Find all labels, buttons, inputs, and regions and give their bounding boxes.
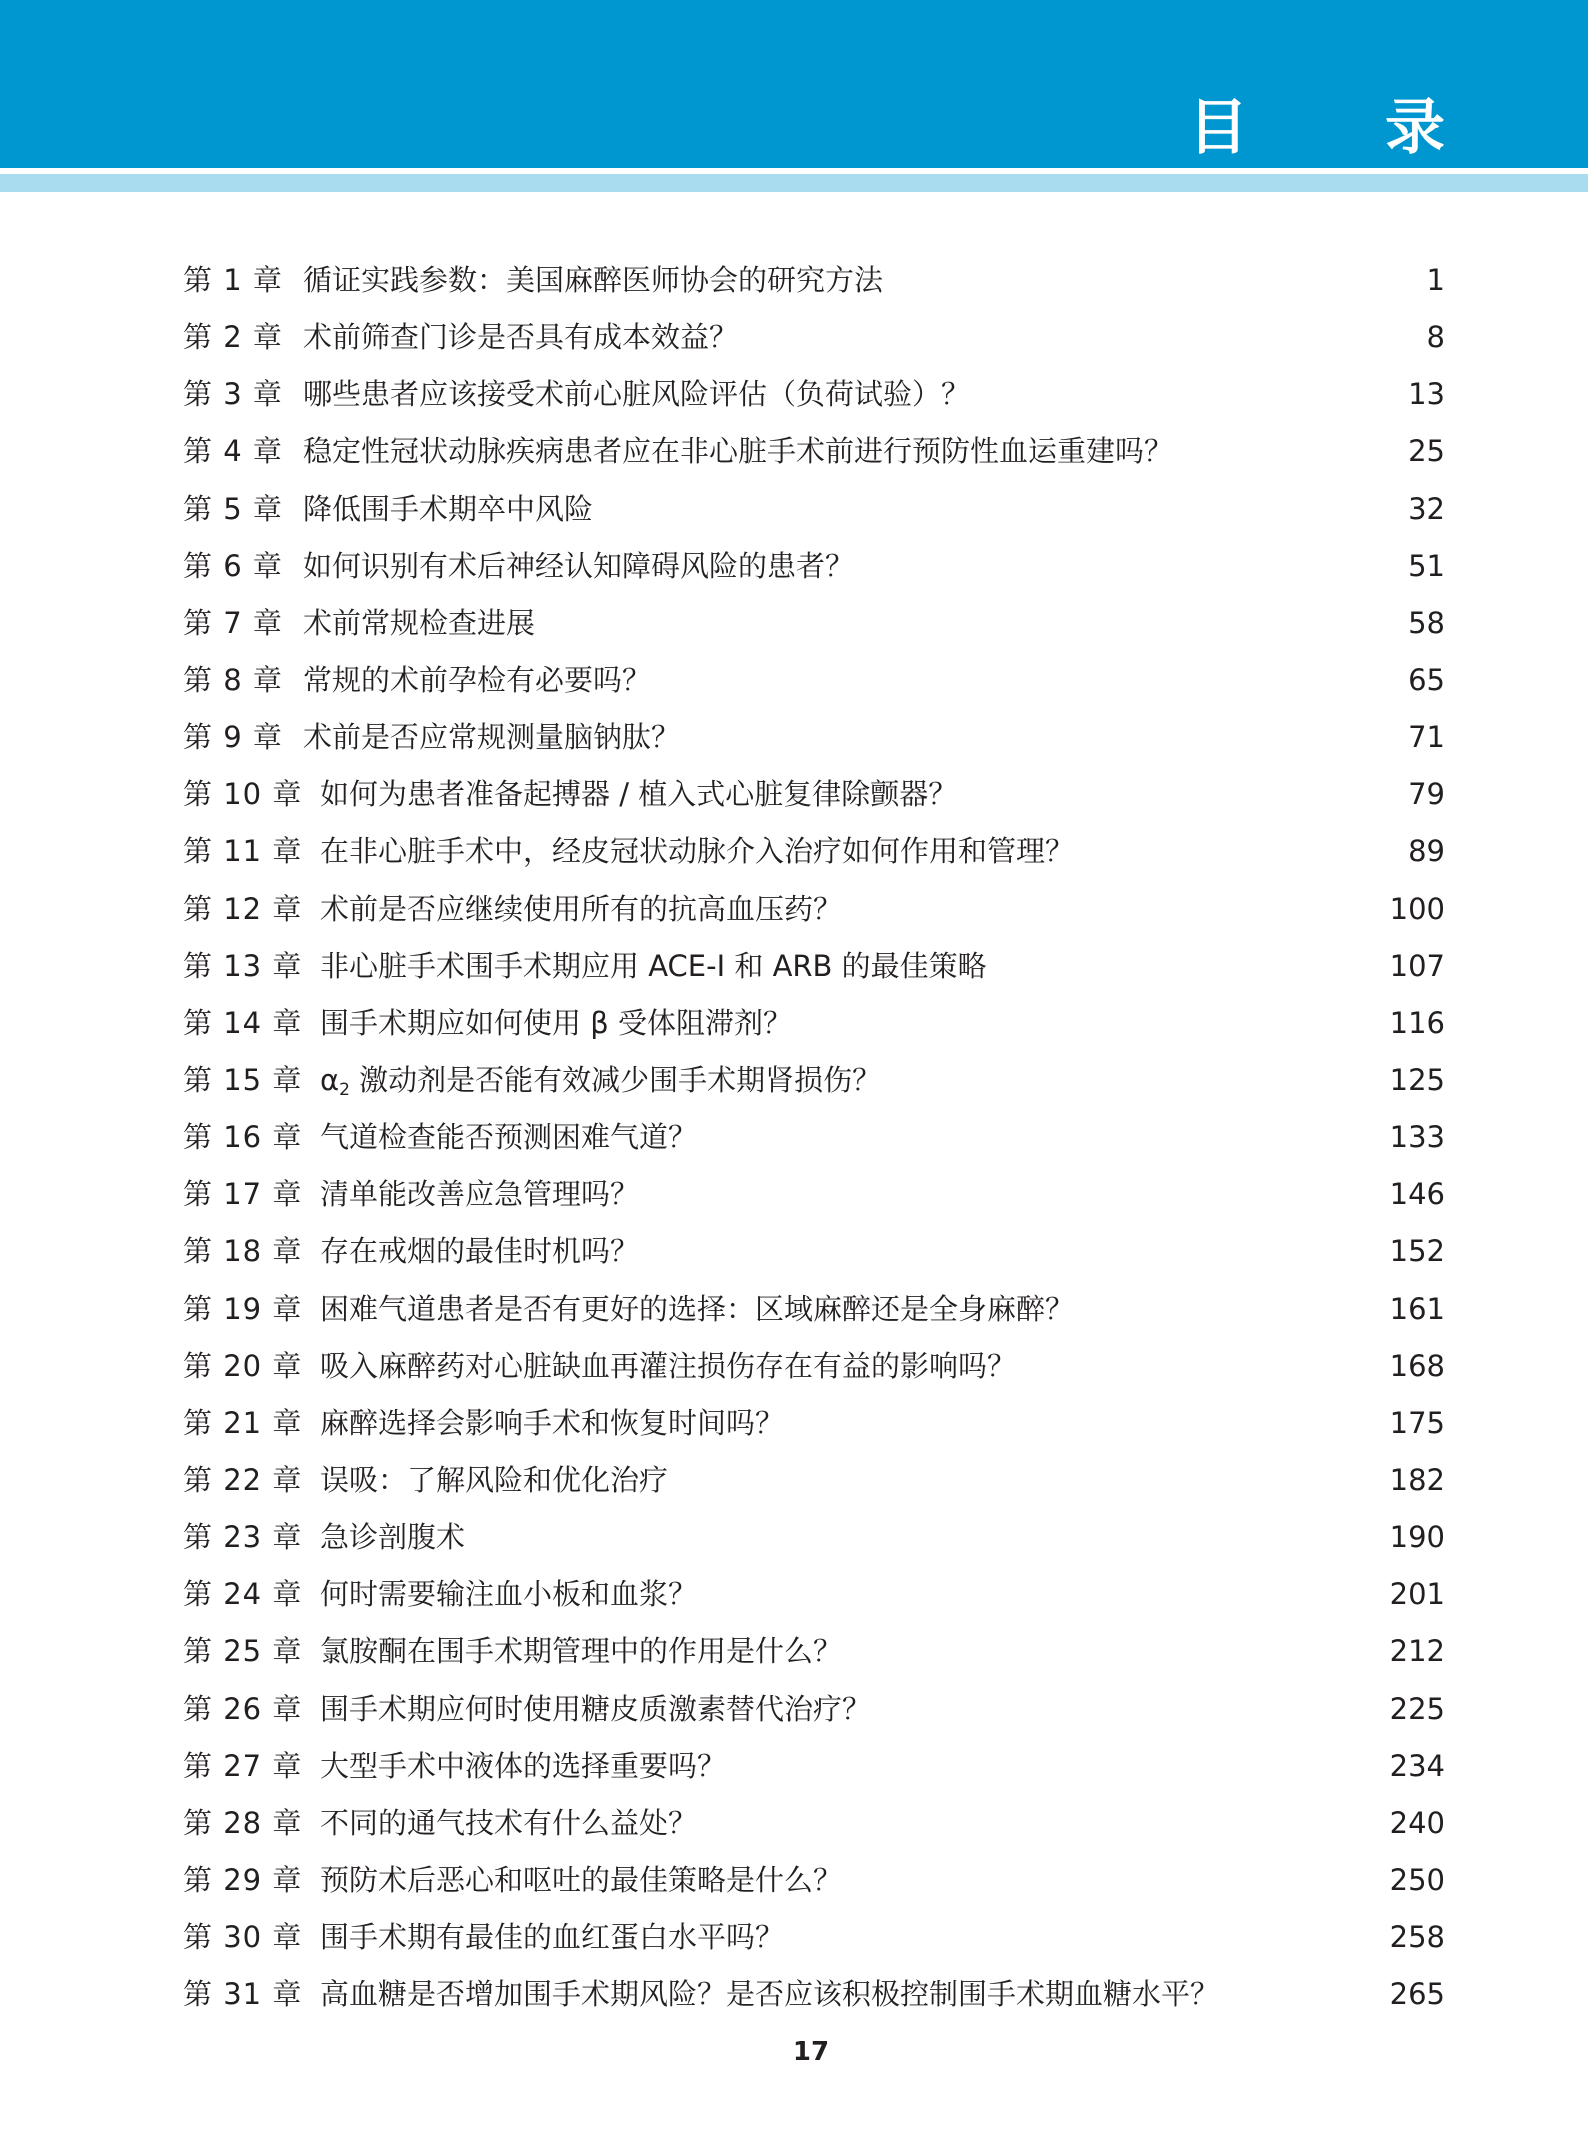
toc-chapter-label: 第 31 章 bbox=[183, 1977, 303, 2012]
toc-page-number: 168 bbox=[1389, 1348, 1445, 1383]
toc-page-number: 225 bbox=[1389, 1691, 1445, 1726]
toc-entry[interactable] bbox=[183, 1509, 1445, 1566]
toc-entry[interactable] bbox=[183, 1909, 1445, 1966]
toc-page-number: 234 bbox=[1389, 1748, 1445, 1783]
toc-entry[interactable] bbox=[183, 366, 1445, 423]
toc-entry[interactable] bbox=[183, 1338, 1445, 1395]
toc-page-number: 182 bbox=[1389, 1462, 1445, 1497]
toc-page-number: 161 bbox=[1389, 1291, 1445, 1326]
toc-chapter-title: 非心脏手术围手术期应用 ACE-I 和 ARB 的最佳策略 bbox=[320, 948, 987, 983]
toc-entry[interactable] bbox=[183, 1109, 1445, 1166]
toc-chapter-label: 第 27 章 bbox=[183, 1748, 303, 1783]
toc-chapter-title: 存在戒烟的最佳时机吗？ bbox=[320, 1234, 640, 1269]
toc-page-number: 250 bbox=[1389, 1862, 1445, 1897]
toc-page-number: 100 bbox=[1389, 891, 1445, 926]
toc-chapter-label: 第 24 章 bbox=[183, 1577, 303, 1612]
toc-chapter-label: 第 30 章 bbox=[183, 1920, 303, 1955]
toc-entry[interactable] bbox=[183, 1223, 1445, 1280]
toc-entry[interactable] bbox=[183, 709, 1445, 766]
toc-page-number: 65 bbox=[1408, 662, 1445, 697]
page-title: 目 录 bbox=[1188, 93, 1503, 163]
toc-entry[interactable] bbox=[183, 1738, 1445, 1795]
toc-page-number: 25 bbox=[1408, 434, 1445, 469]
toc-entry[interactable] bbox=[183, 1966, 1445, 2023]
toc-chapter-title: 大型手术中液体的选择重要吗？ bbox=[320, 1748, 727, 1783]
toc-page-number: 13 bbox=[1408, 377, 1445, 412]
toc-entry[interactable] bbox=[183, 252, 1445, 309]
toc-chapter-title bbox=[320, 1052, 881, 1109]
toc-entry[interactable] bbox=[183, 1795, 1445, 1852]
toc-chapter-label: 第 14 章 bbox=[183, 1005, 303, 1040]
toc-chapter-label: 第 3 章 bbox=[183, 377, 283, 412]
toc-page-number: 51 bbox=[1408, 548, 1445, 583]
toc-chapter-title: 围手术期应何时使用糖皮质激素替代治疗？ bbox=[320, 1691, 872, 1726]
toc-chapter-label: 第 25 章 bbox=[183, 1634, 303, 1669]
toc-page-number: 107 bbox=[1389, 948, 1445, 983]
toc-chapter-title: 氯胺酮在围手术期管理中的作用是什么？ bbox=[320, 1634, 843, 1669]
toc-entry[interactable] bbox=[183, 1452, 1445, 1509]
toc-title-subscript: 2 bbox=[339, 1079, 350, 1100]
toc-chapter-title: 高血糖是否增加围手术期风险？是否应该积极控制围手术期血糖水平？ bbox=[320, 1977, 1220, 2012]
toc-chapter-title: 清单能改善应急管理吗？ bbox=[320, 1177, 640, 1212]
toc-entry[interactable] bbox=[183, 481, 1445, 538]
toc-chapter-title: 如何识别有术后神经认知障碍风险的患者？ bbox=[303, 548, 855, 583]
toc-entry[interactable] bbox=[183, 309, 1445, 366]
toc-entry[interactable] bbox=[183, 766, 1445, 823]
toc-entry[interactable] bbox=[183, 1395, 1445, 1452]
toc-chapter-title: 困难气道患者是否有更好的选择：区域麻醉还是全身麻醉？ bbox=[320, 1291, 1075, 1326]
toc-entry[interactable] bbox=[183, 1052, 1445, 1109]
toc-chapter-label: 第 16 章 bbox=[183, 1120, 303, 1155]
toc-page-number: 265 bbox=[1389, 1977, 1445, 2012]
toc-chapter-title: 术前是否应常规测量脑钠肽？ bbox=[303, 720, 681, 755]
toc-chapter-label: 第 7 章 bbox=[183, 605, 283, 640]
toc-title-symbol: α bbox=[320, 1062, 340, 1097]
toc-chapter-title: 术前常规检查进展 bbox=[303, 605, 536, 640]
toc-entry[interactable] bbox=[183, 881, 1445, 938]
toc-chapter-title: 何时需要输注血小板和血浆？ bbox=[320, 1577, 698, 1612]
toc-chapter-title: 如何为患者准备起搏器 / 植入式心脏复律除颤器？ bbox=[320, 777, 958, 812]
toc-chapter-title: 术前筛查门诊是否具有成本效益？ bbox=[303, 320, 739, 355]
toc-chapter-label: 第 18 章 bbox=[183, 1234, 303, 1269]
toc-entry[interactable] bbox=[183, 595, 1445, 652]
toc-chapter-label: 第 23 章 bbox=[183, 1520, 303, 1555]
toc-chapter-title: 围手术期有最佳的血红蛋白水平吗？ bbox=[320, 1920, 785, 1955]
toc-chapter-label: 第 1 章 bbox=[183, 263, 283, 297]
toc-chapter-title: 循证实践参数：美国麻醉医师协会的研究方法 bbox=[303, 263, 884, 297]
toc-page-number: 79 bbox=[1408, 777, 1445, 812]
toc-page-number: 190 bbox=[1389, 1520, 1445, 1555]
toc-chapter-label: 第 12 章 bbox=[183, 891, 303, 926]
toc-chapter-label: 第 10 章 bbox=[183, 777, 303, 812]
toc-entry[interactable] bbox=[183, 1281, 1445, 1338]
toc-entry[interactable] bbox=[183, 823, 1445, 880]
toc-chapter-label: 第 2 章 bbox=[183, 320, 283, 355]
toc-chapter-title: 气道检查能否预测困难气道？ bbox=[320, 1120, 698, 1155]
toc-entry[interactable] bbox=[183, 538, 1445, 595]
toc-entry[interactable] bbox=[183, 423, 1445, 480]
toc-page-number: 125 bbox=[1389, 1062, 1445, 1097]
toc-chapter-label: 第 15 章 bbox=[183, 1062, 303, 1097]
toc-chapter-title: 围手术期应如何使用 β 受体阻滞剂？ bbox=[320, 1005, 792, 1040]
toc-chapter-title: 不同的通气技术有什么益处？ bbox=[320, 1805, 698, 1840]
toc-chapter-title: 麻醉选择会影响手术和恢复时间吗？ bbox=[320, 1405, 785, 1440]
toc-page-number: 116 bbox=[1389, 1005, 1445, 1040]
header-stripe bbox=[0, 174, 1588, 192]
toc-chapter-title: 预防术后恶心和呕吐的最佳策略是什么？ bbox=[320, 1862, 843, 1897]
page-number: 17 bbox=[792, 2037, 830, 2067]
toc-chapter-label: 第 5 章 bbox=[183, 491, 283, 526]
toc-entry[interactable] bbox=[183, 1623, 1445, 1680]
toc-entry[interactable] bbox=[183, 995, 1445, 1052]
toc-chapter-label: 第 19 章 bbox=[183, 1291, 303, 1326]
toc-chapter-label: 第 20 章 bbox=[183, 1348, 303, 1383]
toc-title-text: 激动剂是否能有效减少围手术期肾损伤？ bbox=[349, 1062, 882, 1097]
toc-chapter-title: 降低围手术期卒中风险 bbox=[303, 491, 594, 526]
table-of-contents bbox=[183, 252, 1445, 2023]
toc-chapter-label: 第 6 章 bbox=[183, 548, 283, 583]
toc-entry[interactable] bbox=[183, 1852, 1445, 1909]
toc-chapter-label: 第 13 章 bbox=[183, 948, 303, 983]
toc-chapter-label: 第 26 章 bbox=[183, 1691, 303, 1726]
toc-entry[interactable] bbox=[183, 652, 1445, 709]
toc-chapter-title: 哪些患者应该接受术前心脏风险评估（负荷试验）？ bbox=[303, 377, 971, 412]
toc-chapter-label: 第 22 章 bbox=[183, 1462, 303, 1497]
toc-chapter-label: 第 9 章 bbox=[183, 720, 283, 755]
toc-page-number: 71 bbox=[1408, 720, 1445, 755]
toc-page-number: 175 bbox=[1389, 1405, 1445, 1440]
toc-entry[interactable] bbox=[183, 1681, 1445, 1738]
toc-chapter-label: 第 29 章 bbox=[183, 1862, 303, 1897]
toc-page-number: 258 bbox=[1389, 1920, 1445, 1955]
toc-page-number: 32 bbox=[1408, 491, 1445, 526]
toc-chapter-title: 术前是否应继续使用所有的抗高血压药？ bbox=[320, 891, 843, 926]
toc-page-number: 133 bbox=[1389, 1120, 1445, 1155]
toc-page-number: 201 bbox=[1389, 1577, 1445, 1612]
toc-chapter-title: 误吸：了解风险和优化治疗 bbox=[320, 1462, 669, 1497]
toc-page-number: 240 bbox=[1389, 1805, 1445, 1840]
toc-page-number: 212 bbox=[1389, 1634, 1445, 1669]
toc-entry[interactable] bbox=[183, 938, 1445, 995]
toc-chapter-title: 急诊剖腹术 bbox=[320, 1520, 466, 1555]
toc-entry[interactable] bbox=[183, 1166, 1445, 1223]
toc-page-number: 1 bbox=[1426, 263, 1445, 297]
toc-chapter-title: 在非心脏手术中，经皮冠状动脉介入治疗如何作用和管理？ bbox=[320, 834, 1075, 869]
toc-chapter-label: 第 11 章 bbox=[183, 834, 303, 869]
toc-page-number: 89 bbox=[1408, 834, 1445, 869]
toc-chapter-title: 稳定性冠状动脉疾病患者应在非心脏手术前进行预防性血运重建吗？ bbox=[303, 434, 1174, 469]
toc-page-number: 58 bbox=[1408, 605, 1445, 640]
toc-page-number: 146 bbox=[1389, 1177, 1445, 1212]
toc-page-number: 8 bbox=[1426, 320, 1445, 355]
toc-page-number: 152 bbox=[1389, 1234, 1445, 1269]
toc-chapter-title: 吸入麻醉药对心脏缺血再灌注损伤存在有益的影响吗？ bbox=[320, 1348, 1017, 1383]
toc-chapter-label: 第 21 章 bbox=[183, 1405, 303, 1440]
toc-chapter-label: 第 8 章 bbox=[183, 662, 283, 697]
toc-chapter-label: 第 28 章 bbox=[183, 1805, 303, 1840]
toc-chapter-label: 第 4 章 bbox=[183, 434, 283, 469]
toc-entry[interactable] bbox=[183, 1566, 1445, 1623]
toc-chapter-title: 常规的术前孕检有必要吗？ bbox=[303, 662, 652, 697]
toc-chapter-label: 第 17 章 bbox=[183, 1177, 303, 1212]
